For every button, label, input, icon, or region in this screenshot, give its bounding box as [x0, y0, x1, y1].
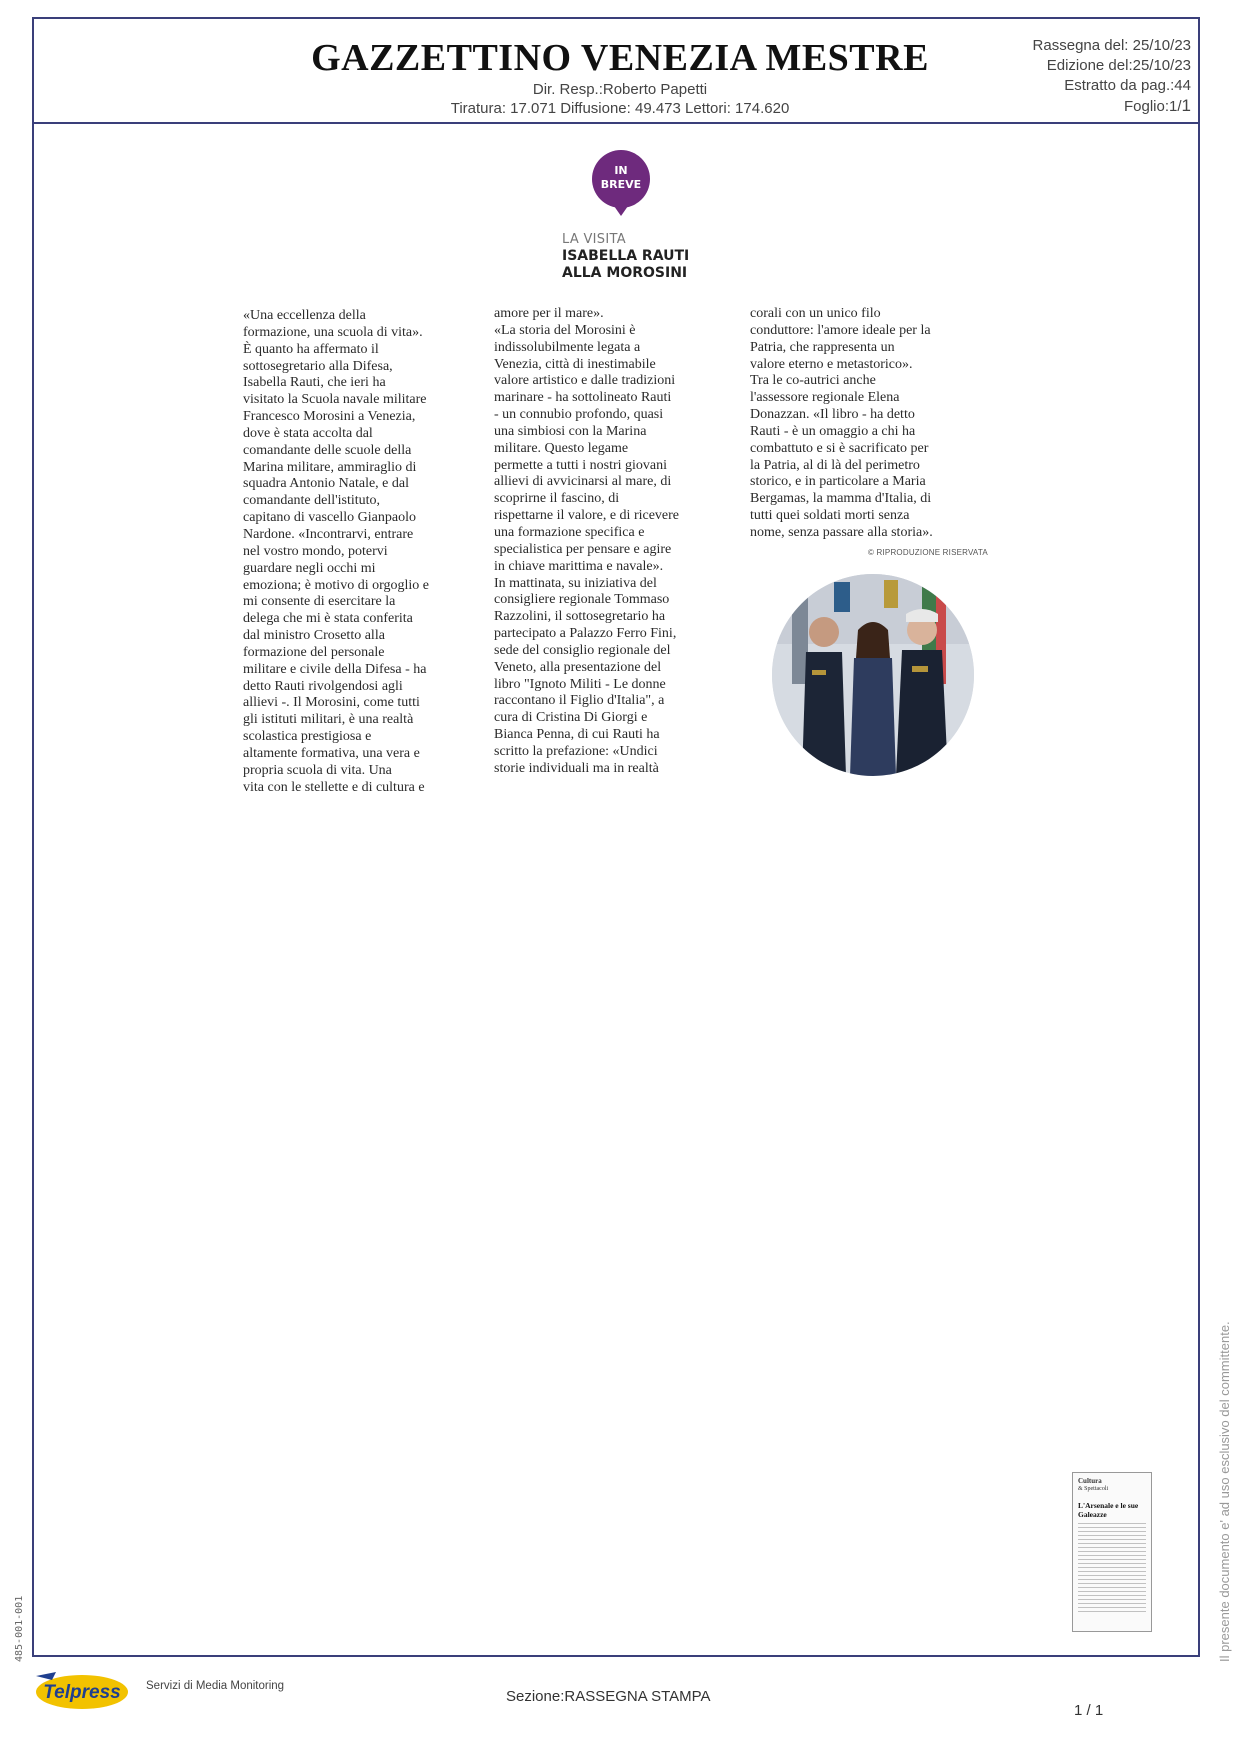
- photo-illustration: [772, 574, 974, 776]
- article-column-2: amore per il mare». «La storia del Morosini è indissolubilmente legata a Venezia, città di inestimabile valore artistico e dalle tradizioni marinare - ha sottolineato Rauti - un connubio profondo, quasi una simbiosi con la Marina militare. Questo legame permette a tutti i nostri giovani allievi di avvicinarsi al mare, di scoprirne il fascino, di rispettarne il valore, e di ricevere una formazione specifica e specialistica per pensare e agire in chiave marittima e navale». In mattinata, su iniziativa del consigliere regionale Tommaso Razzolini, il sottosegretario ha partecipato a Palazzo Ferro Fini, sede del consiglio regionale del Veneto, alla presentazione del libro "Ignoto Militi - Le donne raccontano il Figlio d'Italia", a cura di Cristina Di Giorgi e Bianca Penna, di cui Rauti ha scritto la prefazione: «Undici storie individuali ma in realtà: [494, 306, 680, 776]
- article-headline: [562, 248, 689, 282]
- article-kicker: LA VISITA: [562, 232, 626, 247]
- thumbnail-headline: L'Arsenale e le sue Galeazze: [1078, 1501, 1139, 1519]
- page-thumbnail[interactable]: [1072, 1472, 1152, 1632]
- headline-line1: ISABELLA RAUTI: [562, 248, 690, 264]
- circulation-line: Tiratura: 17.071 Diffusione: 49.473 Lettori: 174.620: [450, 100, 790, 117]
- article-column-1: «Una eccellenza della formazione, una scuola di vita». È quanto ha affermato il sottosegretario alla Difesa, Isabella Rauti, che ieri ha visitato la Scuola navale militare Francesco Morosini a Venezia, dove è stata accolta dal comandante delle scuole della Marina militare, ammiraglio di squadra Antonio Natale, e dal comandante dell'istituto, capitano di vascello Gianpaolo Nardone. «Incontrarvi, entrare nel vostro mondo, potervi guardare negli occhi mi emoziona; è motivo di orgoglio e mi consente di esercitare la delega che mi è stata conferita dal ministro Crosetto alla formazione del personale militare e civile della Difesa - ha detto Rauti rivolgendosi agli allievi -. Il Morosini, come tutti gli istituti militari, è una realtà scolastica prestigiosa e altamente formativa, una vera e propria scuola di vita. Una vita con le stellette e di cultura e: [243, 308, 429, 795]
- usage-note: Il presente documento e' ad uso esclusivo del committente.: [1217, 1321, 1232, 1662]
- service-label: Servizi di Media Monitoring: [146, 1680, 285, 1692]
- telpress-logo-graphic: [34, 1666, 130, 1712]
- header-divider: [32, 122, 1200, 124]
- foglio-number: 1: [1181, 96, 1191, 115]
- reproduction-notice: © RIPRODUZIONE RISERVATA: [868, 548, 988, 557]
- badge-line1: IN: [614, 164, 628, 177]
- masthead: [300, 36, 940, 118]
- badge-line2: BREVE: [600, 178, 642, 191]
- foglio-label: Foglio:1/: [1123, 98, 1182, 115]
- document-code: 485-001-001: [14, 1595, 25, 1662]
- article-photo: [772, 574, 974, 776]
- headline-line2: ALLA MOROSINI: [562, 265, 688, 281]
- edizione-date: Edizione del:25/10/23: [1046, 57, 1191, 74]
- page-number: 1 / 1: [1074, 1702, 1104, 1719]
- edition-info: [1033, 36, 1191, 117]
- thumbnail-section: [1073, 1473, 1151, 1493]
- rassegna-date: Rassegna del: 25/10/23: [1032, 37, 1191, 54]
- foglio: [1033, 96, 1191, 117]
- in-breve-badge: [592, 150, 650, 208]
- estratto-page: Estratto da pag.:44: [1064, 77, 1191, 94]
- director-line: Dir. Resp.:Roberto Papetti: [532, 81, 708, 98]
- thumbnail-text-lines: [1078, 1523, 1146, 1615]
- thumbnail-section-sub: & Spettacoli: [1078, 1486, 1109, 1492]
- telpress-logo-text: Telpress: [43, 1682, 121, 1703]
- thumbnail-section-title: Cultura: [1078, 1477, 1102, 1485]
- article-column-3: corali con un unico filo conduttore: l'amore ideale per la Patria, che rappresenta un valore eterno e metastorico». Tra le co-autrici anche l'assessore regionale Elena Donazzan. «Il libro - ha detto Rauti - è un omaggio a chi ha combattuto e si è sacrificato per la Patria, al di là del perimetro storico, e in particolare a Maria Bergamas, la mamma d'Italia, di tutti quei soldati morti senza nome, senza passare alla storia».: [750, 306, 933, 540]
- newspaper-title: GAZZETTINO VENEZIA MESTRE: [311, 37, 929, 79]
- telpress-logo: [34, 1666, 130, 1712]
- section-label: Sezione:RASSEGNA STAMPA: [506, 1688, 711, 1705]
